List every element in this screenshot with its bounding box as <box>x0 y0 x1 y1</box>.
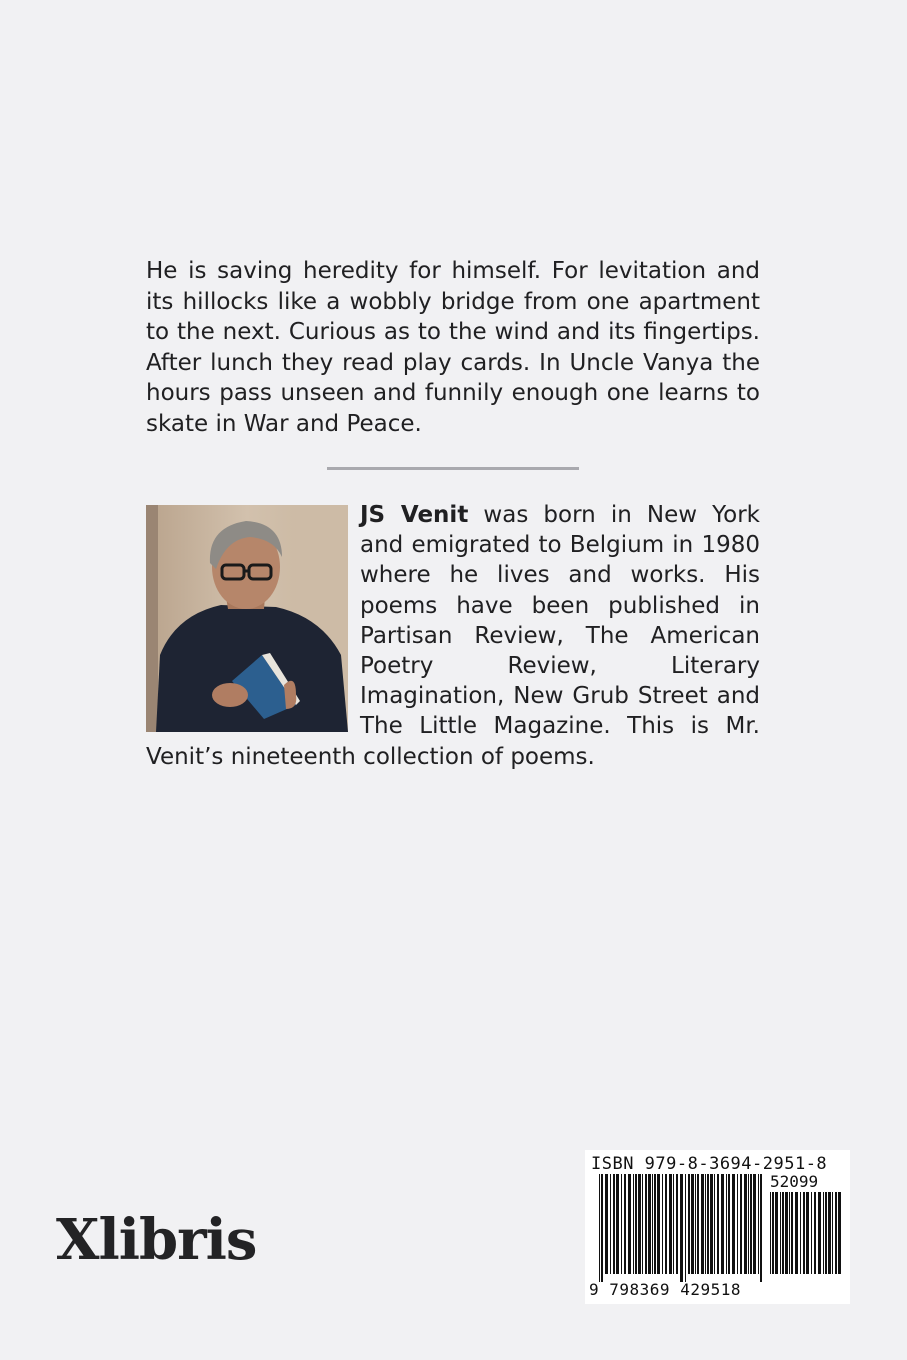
barcode-bar <box>705 1174 706 1274</box>
barcode-bar <box>818 1192 821 1274</box>
barcode-bar <box>710 1174 713 1274</box>
barcode-bar <box>628 1174 631 1274</box>
barcode-bar <box>613 1174 615 1274</box>
barcode-bar <box>676 1174 678 1274</box>
barcode-bar <box>823 1192 824 1274</box>
author-bio <box>146 500 760 772</box>
barcode-bar <box>789 1192 790 1274</box>
barcode-bar <box>760 1174 762 1282</box>
barcode-bar <box>657 1174 660 1274</box>
author-photo <box>146 505 348 732</box>
barcode-bar <box>740 1174 742 1274</box>
barcode-bar <box>772 1192 774 1274</box>
price-code: 52099 <box>770 1172 819 1191</box>
barcode-bar <box>717 1174 719 1274</box>
barcode-bar <box>635 1174 637 1274</box>
barcode-bar <box>610 1174 611 1274</box>
barcode-bar <box>685 1174 686 1282</box>
isbn-barcode <box>585 1150 850 1304</box>
barcode-bar <box>652 1174 653 1274</box>
barcode-bar <box>654 1174 656 1274</box>
barcode-bar <box>601 1174 603 1282</box>
barcode-bar <box>753 1174 756 1274</box>
barcode-bar <box>621 1174 622 1274</box>
section-divider <box>327 467 579 470</box>
barcode-bar <box>691 1174 694 1274</box>
barcode-bar <box>662 1174 663 1274</box>
barcode-bar <box>642 1174 643 1274</box>
barcode-bar <box>707 1174 709 1274</box>
barcode-bar <box>748 1174 749 1274</box>
publisher-logo: Xlibris <box>56 1207 257 1273</box>
barcode-bar <box>800 1192 801 1274</box>
barcode-bar <box>780 1192 781 1274</box>
barcode-bar <box>673 1174 674 1274</box>
barcode-bar <box>811 1192 812 1274</box>
barcode-bar <box>599 1174 600 1282</box>
barcode-bar <box>825 1192 827 1274</box>
barcode-bar <box>838 1192 841 1274</box>
barcode-bar <box>648 1174 651 1274</box>
barcode-bar <box>726 1174 727 1274</box>
barcode-bar <box>714 1174 715 1274</box>
barcode-bar <box>732 1174 735 1274</box>
barcode-bar <box>633 1174 634 1274</box>
addon-barcode-bars <box>770 1192 842 1282</box>
barcode-bar <box>828 1192 831 1274</box>
barcode-bar <box>791 1192 793 1274</box>
barcode-bar <box>616 1174 619 1274</box>
barcode-bar <box>795 1192 798 1274</box>
barcode-bar <box>750 1174 752 1274</box>
isbn-label: ISBN 979-8-3694-2951-8 <box>591 1154 828 1174</box>
barcode-bar <box>605 1174 608 1274</box>
barcode-bar <box>758 1174 759 1274</box>
barcode-bar <box>721 1174 724 1274</box>
barcode-bar <box>697 1174 699 1274</box>
barcode-bar <box>680 1174 683 1282</box>
barcode-bar <box>695 1174 696 1274</box>
barcode-bar <box>645 1174 647 1274</box>
barcode-bar <box>835 1192 837 1274</box>
barcode-bar <box>728 1174 730 1274</box>
barcode-bar <box>814 1192 816 1274</box>
barcode-bar <box>669 1174 672 1274</box>
barcode-bar <box>785 1192 788 1274</box>
barcode-digits: 9 798369 429518 <box>589 1280 741 1299</box>
author-name: JS Venit <box>360 502 469 528</box>
barcode-bar <box>701 1174 704 1274</box>
barcode-bar <box>775 1192 778 1274</box>
barcode-bar <box>638 1174 641 1274</box>
barcode-bar <box>782 1192 784 1274</box>
barcode-bar <box>688 1174 690 1274</box>
barcode-bar <box>665 1174 667 1274</box>
barcode-bar <box>737 1174 738 1274</box>
barcode-bars <box>599 1174 764 1282</box>
back-cover-blurb: He is saving heredity for himself. For levitation and its hillocks like a wobbly bridge from one apartment to the next. Curious as to the wind and its fingertips. After lunch they read play cards. In Uncle Vanya the hours pass unseen and funnily enough one learns to skate in War and Peace. <box>146 258 760 437</box>
author-bio-text: was born in New York and emigrated to Belgium in 1980 where he lives and works. His poems have been published in Partisan Review, The American Poetry Review, Literary Imagination, New Grub Street and The Little Magazine. This is Mr. Venit’s nineteenth collection of poems. <box>146 502 760 770</box>
barcode-bar <box>770 1192 771 1274</box>
barcode-bar <box>832 1192 833 1274</box>
barcode-bar <box>803 1192 805 1274</box>
barcode-bar <box>806 1192 809 1274</box>
barcode-bar <box>624 1174 626 1274</box>
barcode-bar <box>744 1174 747 1274</box>
